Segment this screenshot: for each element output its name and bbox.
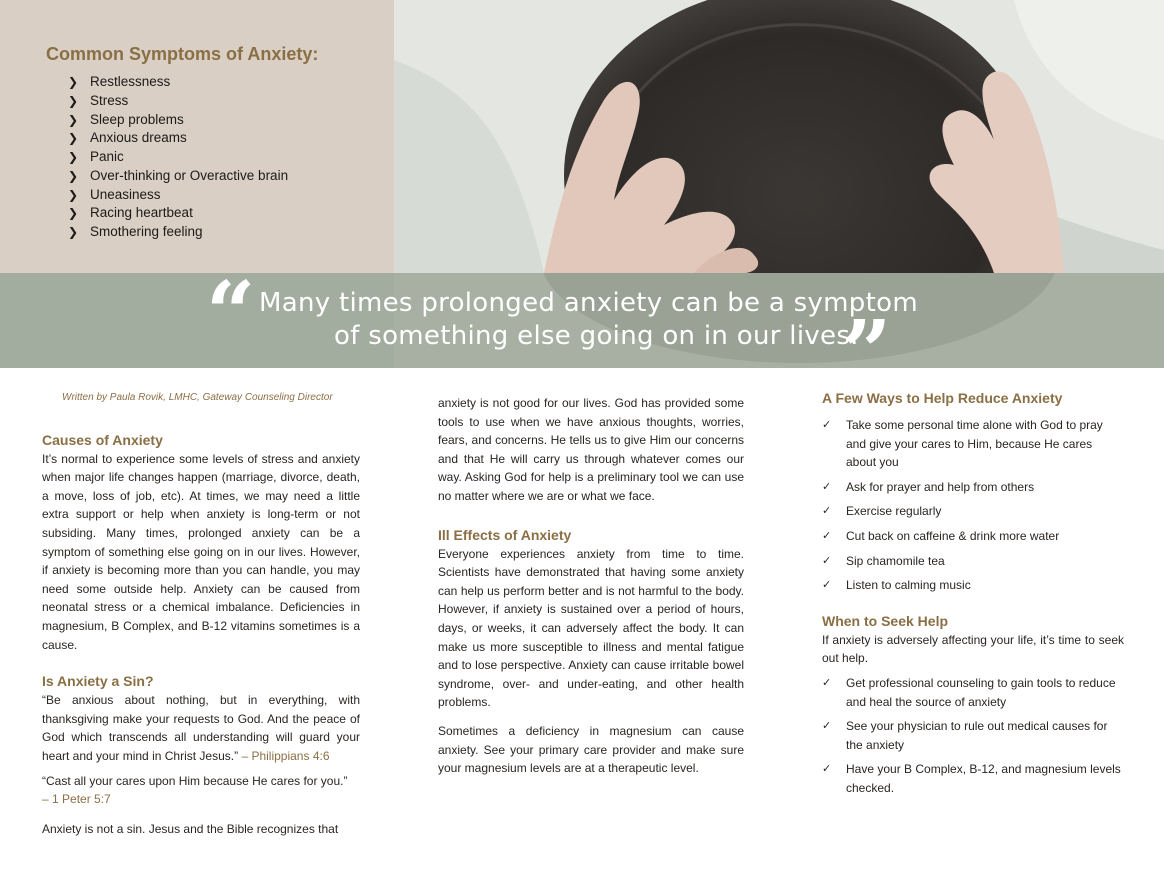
close-quote-icon: ” [842, 302, 892, 368]
list-item [822, 527, 1124, 546]
list-item [68, 111, 288, 130]
list-item [68, 92, 288, 111]
pull-quote-line-1: Many times prolonged anxiety can be a symptom [259, 288, 918, 318]
checkmark-icon: ✓ [822, 505, 832, 518]
pull-quote-line-2: of something else going on in our lives. [334, 321, 859, 351]
list-item [68, 167, 288, 186]
scripture-quote-1 [42, 691, 360, 765]
list-item-text: Ask for prayer and help from others [846, 479, 1035, 494]
chevron-right-icon: ❯ [68, 168, 79, 183]
hero-photo [394, 0, 1164, 273]
column-left [42, 385, 360, 838]
symptoms-title: Common Symptoms of Anxiety: [46, 44, 319, 64]
list-item-text: See your physician to rule out medical causes for the anxiety [846, 719, 1108, 752]
verse-reference: – 1 Peter 5:7 [42, 792, 111, 807]
scripture-quote-2 [42, 772, 360, 809]
list-item [822, 717, 1124, 754]
sin-heading: Is Anxiety a Sin? [42, 673, 154, 690]
list-item [822, 674, 1124, 711]
open-quote-icon: “ [206, 273, 256, 364]
checkmark-icon: ✓ [822, 763, 832, 776]
reduce-list [822, 416, 1124, 595]
causes-heading: Causes of Anxiety [42, 431, 163, 448]
seek-help-heading: When to Seek Help [822, 612, 949, 629]
chevron-right-icon: ❯ [68, 206, 79, 221]
symptoms-panel [0, 0, 394, 273]
list-item [822, 478, 1124, 497]
chevron-right-icon: ❯ [68, 131, 79, 146]
symptom-label: Uneasiness [90, 186, 161, 202]
list-item [822, 576, 1124, 595]
list-item [68, 129, 288, 148]
list-item-text: Sip chamomile tea [846, 553, 945, 568]
ill-effects-body: Everyone experiences anxiety from time to time. Scientists have demonstrated that having some anxiety can help us perform better and is not harmful to the body. However, if anxiety is sustained over a period of hours, days, or weeks, it can adversely affect the body. It can make us more susceptible to illness and mental fatigue and to lose perspective. Anxiety can cause irritable bowel syndrome, over- and under-eating, and other health problems. [438, 546, 744, 710]
list-item [822, 416, 1124, 472]
list-item-text: Get professional counseling to gain tools to reduce and heal the source of anxiety [846, 675, 1116, 709]
symptom-label: Restlessness [90, 74, 171, 89]
list-item [68, 186, 288, 205]
symptom-label: Smothering feeling [90, 224, 203, 239]
chevron-right-icon: ❯ [68, 187, 79, 202]
checkmark-icon: ✓ [822, 529, 832, 542]
checkmark-icon: ✓ [822, 676, 832, 689]
chevron-right-icon: ❯ [68, 150, 79, 164]
column-right [822, 385, 1124, 804]
symptom-label: Panic [90, 149, 124, 164]
list-item-text: Cut back on caffeine & drink more water [846, 528, 1060, 543]
list-item [68, 223, 288, 242]
magnesium-paragraph: Sometimes a deficiency in magnesium can cause anxiety. See your primary care provider and make sure your magnesium levels are at a therapeutic level. [438, 723, 744, 776]
sin-body: Anxiety is not a sin. Jesus and the Bible recognizes that [42, 821, 339, 836]
sin-body-continued: anxiety is not good for our lives. God has provided some tools to use when we have anxious thoughts, worries, fears, and concerns. He tells us to give Him our concerns and that He will carry us through whatever comes our way. Asking God for help is a preliminary tool we can use no matter where we are or what we face. [438, 396, 744, 503]
verse-text: “Cast all your cares upon Him because He cares for you.” [42, 773, 348, 788]
person-holding-head-illustration [394, 0, 1164, 273]
symptom-label: Racing heartbeat [90, 205, 193, 221]
list-item [822, 760, 1124, 797]
verse-reference: – Philippians 4:6 [241, 748, 330, 763]
list-item [68, 204, 288, 223]
chevron-right-icon: ❯ [68, 112, 79, 127]
checkmark-icon: ✓ [822, 554, 832, 567]
list-item-text: Exercise regularly [846, 504, 942, 519]
list-item [68, 73, 288, 92]
checkmark-icon: ✓ [822, 720, 832, 733]
list-item [68, 148, 288, 167]
chevron-right-icon: ❯ [68, 93, 79, 108]
list-item-text: Have your B Complex, B-12, and magnesium levels checked. [846, 762, 1121, 795]
symptom-label: Anxious dreams [90, 130, 187, 146]
chevron-right-icon: ❯ [68, 225, 79, 239]
reduce-heading: A Few Ways to Help Reduce Anxiety [822, 390, 1063, 406]
list-item [822, 552, 1124, 571]
chevron-right-icon: ❯ [68, 75, 79, 89]
list-item-text: Listen to calming music [846, 578, 971, 593]
ill-effects-heading: Ill Effects of Anxiety [438, 526, 572, 543]
causes-body: It’s normal to experience some levels of stress and anxiety when major life changes happen (marriage, divorce, death, a move, loss of job, etc). At times, we may need a little extra support or help when anxiety is long-term or not subsiding. Many times, prolonged anxiety can be a symptom of something else going on in our lives. However, if anxiety is becoming more than you can handle, you may need some outside help. Anxiety can be caused from neonatal stress or a chemical imbalance. Deficiencies in magnesium, B Complex, and B-12 vitamins sometimes is a cause. [42, 451, 360, 652]
symptom-label: Stress [90, 92, 129, 108]
symptom-label: Over-thinking or Overactive brain [90, 167, 289, 183]
list-item-text: Take some personal time alone with God to pray and give your cares to Him, because He cares about you [846, 418, 1103, 470]
verse-text: “Be anxious about nothing, but in everything, with thanksgiving make your requests to God. And the peace of God which transcends all understanding will guard your heart and your mind in Christ Jesus.” [42, 693, 360, 763]
quote-banner [0, 273, 1164, 368]
checkmark-icon: ✓ [822, 480, 832, 493]
seek-help-list [822, 674, 1124, 798]
checkmark-icon: ✓ [822, 419, 832, 431]
checkmark-icon: ✓ [822, 579, 832, 592]
byline: Written by Paula Rovik, LMHC, Gateway Counseling Director [62, 392, 333, 403]
list-item [822, 502, 1124, 521]
column-middle [438, 385, 744, 778]
seek-help-intro: If anxiety is adversely affecting your life, it’s time to seek out help. [822, 632, 1124, 666]
symptoms-list [68, 73, 288, 242]
symptom-label: Sleep problems [90, 111, 184, 127]
